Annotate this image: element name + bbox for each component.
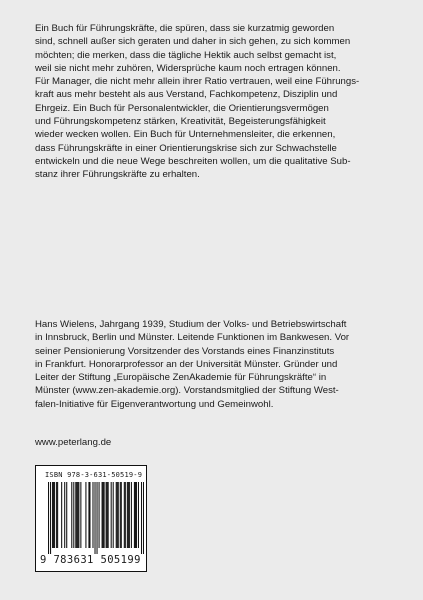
- barcode-bar: [85, 482, 86, 548]
- description-line: Für Manager, die nicht mehr allein ihrer Ratio vertrauen, weil eine Führungs-: [35, 76, 360, 88]
- barcode-bar: [64, 482, 65, 548]
- barcode-bar: [66, 482, 67, 548]
- barcode-bar: [121, 482, 122, 548]
- barcode-bar: [120, 482, 121, 548]
- ean-barcode: [48, 482, 144, 554]
- barcode-bar: [97, 482, 98, 554]
- barcode-bar: [116, 482, 117, 548]
- barcode-bar: [76, 482, 77, 548]
- barcode-bar: [129, 482, 130, 548]
- biography-line: seiner Pensionierung Vorsitzender des Vorstands eines Finanzinstituts: [35, 345, 335, 357]
- barcode-bar: [94, 482, 95, 554]
- barcode-bar: [52, 482, 53, 548]
- barcode-bar: [141, 482, 142, 554]
- barcode-bar: [113, 482, 114, 548]
- description-line: Ehrgeiz. Ein Buch für Personalentwickler, die Orientierungsvermögen: [35, 102, 329, 114]
- barcode-bar: [54, 482, 55, 548]
- barcode-bar: [92, 482, 93, 548]
- isbn-label: ISBN 978-3-631-50519-9: [45, 471, 143, 479]
- barcode-bar: [128, 482, 129, 548]
- barcode-bar: [134, 482, 135, 548]
- barcode-bar: [61, 482, 62, 548]
- biography-line: Leiter der Stiftung „Europäische ZenAkademie für Führungskräfte“ in: [35, 372, 327, 384]
- description-line: und Führungskompetenz stärken, Kreativität, Begeisterungsfähigkeit: [35, 116, 326, 128]
- barcode-bar: [73, 482, 74, 548]
- biography-line: in Frankfurt. Honorarprofessor an der Universität Münster. Gründer und: [35, 358, 338, 370]
- description-line: möchten; die merken, dass die tägliche Hektik auch selbst gemacht ist,: [35, 49, 337, 61]
- barcode-bar: [102, 482, 103, 548]
- barcode-bar: [50, 482, 51, 554]
- biography-line: in Innsbruck, Berlin und Münster. Leitende Funktionen im Bankwesen. Vor: [35, 332, 350, 344]
- barcode-bar: [77, 482, 78, 548]
- barcode-bar: [104, 482, 105, 548]
- barcode-bar: [71, 482, 72, 548]
- barcode-bar: [111, 482, 112, 548]
- barcode-bar: [117, 482, 118, 548]
- barcode-bar: [127, 482, 128, 548]
- barcode-bar: [80, 482, 81, 548]
- barcode-bar: [118, 482, 119, 548]
- barcode-bar: [136, 482, 137, 548]
- barcode-bar: [131, 482, 132, 548]
- biography-line: Hans Wielens, Jahrgang 1939, Studium der Volks- und Betriebswirtschaft: [35, 319, 347, 330]
- description-line: sind, schnell außer sich geraten und daher in sich gehen, zu sich kommen: [35, 36, 351, 48]
- barcode-bar: [75, 482, 76, 548]
- biography-line: falen-Initiative für Eigenverantwortung und Gemeinwohl.: [35, 398, 274, 410]
- barcode-bar: [89, 482, 90, 548]
- barcode-bar: [57, 482, 58, 548]
- description-line: weil sie nicht mehr zuhören, Widersprüche kaum noch ertragen können.: [35, 62, 341, 74]
- description-line: dass Führungskräfte in einer Orientierungskrise sich zur Schwachstelle: [35, 142, 337, 154]
- barcode-bar: [125, 482, 126, 548]
- description-line: Ein Buch für Führungskräfte, die spüren, dass sie kurzatmig geworden: [35, 23, 335, 34]
- author-biography: [35, 318, 387, 411]
- ean-digits: 9 783631 505199: [40, 554, 141, 566]
- barcode-bar: [53, 482, 54, 548]
- barcode-bar: [88, 482, 89, 548]
- description-line: wieder wecken wollen. Ein Buch für Unternehmensleiter, die erkennen,: [35, 129, 336, 141]
- barcode-bar: [143, 482, 144, 554]
- barcode-bar: [106, 482, 107, 548]
- barcode-bar: [124, 482, 125, 548]
- barcode-bar: [56, 482, 57, 548]
- barcode-bar: [99, 482, 100, 548]
- barcode-bar: [138, 482, 139, 548]
- barcode-bar: [107, 482, 108, 548]
- description-line: entwickeln und die neue Wege beschreiten wollen, um die qualitative Sub-: [35, 155, 351, 167]
- book-description: [35, 22, 387, 182]
- barcode-bar: [108, 482, 109, 548]
- barcode-bar: [78, 482, 79, 548]
- barcode-bar: [48, 482, 49, 554]
- publisher-website: www.peterlang.de: [35, 437, 112, 448]
- barcode-bar: [135, 482, 136, 548]
- barcode-bar: [103, 482, 104, 548]
- biography-line: Münster (www.zen-akademie.org). Vorstandsmitglied der Stiftung West-: [35, 385, 339, 397]
- isbn-barcode-block: [35, 465, 147, 572]
- description-line: kraft aus mehr besteht als aus Verstand, Fachkompetenz, Disziplin und: [35, 89, 338, 101]
- description-line: stanz ihrer Führungskräfte zu erhalten.: [35, 169, 200, 181]
